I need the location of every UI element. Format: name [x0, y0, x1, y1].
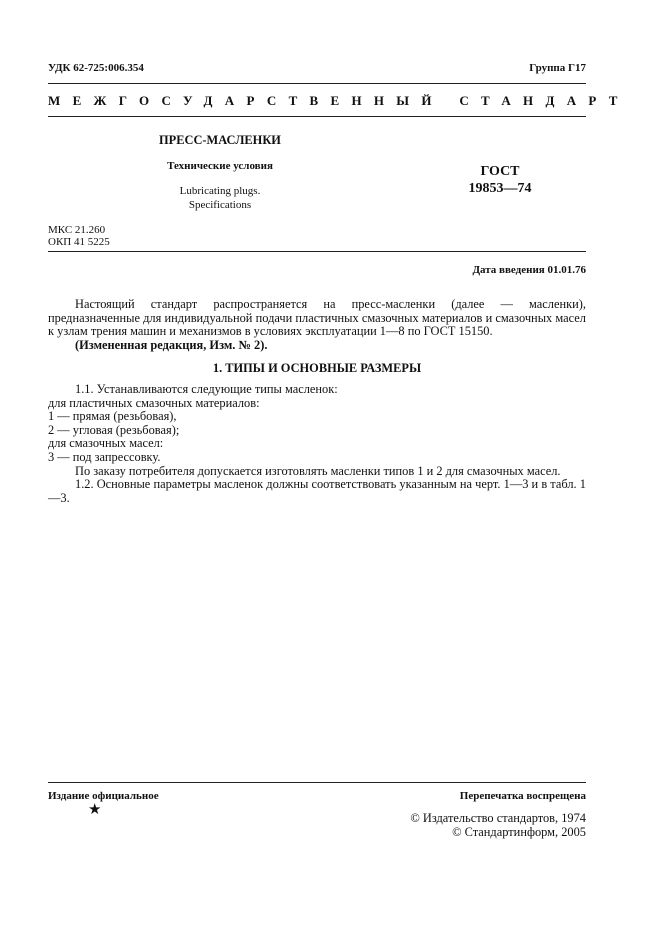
copyright-2005: © Стандартинформ, 2005: [452, 825, 586, 839]
footer-rule: [48, 782, 586, 783]
revision-note: (Измененная редакция, Изм. № 2).: [75, 338, 268, 352]
udk-code: УДК 62-725:006.354: [48, 62, 144, 74]
intro-paragraph: [48, 298, 586, 339]
gost-label: ГОСТ: [480, 164, 520, 179]
copyright-1974: © Издательство стандартов, 1974: [410, 811, 586, 825]
english-subtitle: Specifications: [188, 199, 252, 211]
introduction-date-label: Дата введения: [472, 264, 545, 276]
official-edition: Издание официальное: [48, 790, 159, 802]
type-2-item: 2 — угловая (резьбовая);: [48, 422, 180, 437]
section-body: [48, 383, 586, 505]
star-icon: ★: [88, 802, 102, 818]
intro-text: Настоящий стандарт распространяется на пресс-масленки (далее — масленки), предназначенные для индивидуальной подачи пластичных смазочных материалов и смазочных масел к узлам трения машин и механизмов в условиях эксплуатации 1—8 по ГОСТ 15150.: [48, 297, 586, 339]
section-heading: 1. ТИПЫ И ОСНОВНЫЕ РАЗМЕРЫ: [212, 361, 422, 375]
type-1-item: 1 — прямая (резьбовая),: [48, 409, 177, 424]
clause-1-1: 1.1. Устанавливаются следующие типы масленок:: [75, 382, 338, 396]
gost-number: 19853—74: [468, 181, 532, 196]
clause-1-2: 1.2. Основные параметры масленок должны соответствовать указанным на черт. 1—3 и в табл. 1—3.: [48, 477, 586, 505]
english-title: Lubricating plugs.: [179, 185, 261, 197]
document-title: ПРЕСС-МАСЛЕНКИ: [159, 133, 281, 147]
type-3-item: 3 — под запрессовку.: [48, 449, 161, 464]
document-subtitle: Технические условия: [167, 160, 273, 172]
introduction-date: [472, 264, 586, 276]
okp-code: ОКП 41 5225: [48, 236, 110, 248]
header-rule-top: [48, 83, 586, 84]
group-code: Группа Г17: [529, 62, 586, 74]
plastic-materials-line: для пластичных смазочных материалов:: [48, 395, 260, 410]
title-block-rule: [48, 251, 586, 252]
customer-note: По заказу потребителя допускается изготовлять масленки типов 1 и 2 для смазочных масел.: [75, 463, 561, 478]
reprint-notice: Перепечатка воспрещена: [459, 790, 586, 802]
header-rule-bottom: [48, 116, 586, 117]
standard-type: МЕЖГОСУДАРСТВЕННЫЙ СТАНДАРТ: [48, 93, 630, 108]
mks-code: МКС 21.260: [48, 224, 106, 236]
oils-line: для смазочных масел:: [48, 436, 164, 451]
introduction-date-value: 01.01.76: [547, 264, 586, 276]
